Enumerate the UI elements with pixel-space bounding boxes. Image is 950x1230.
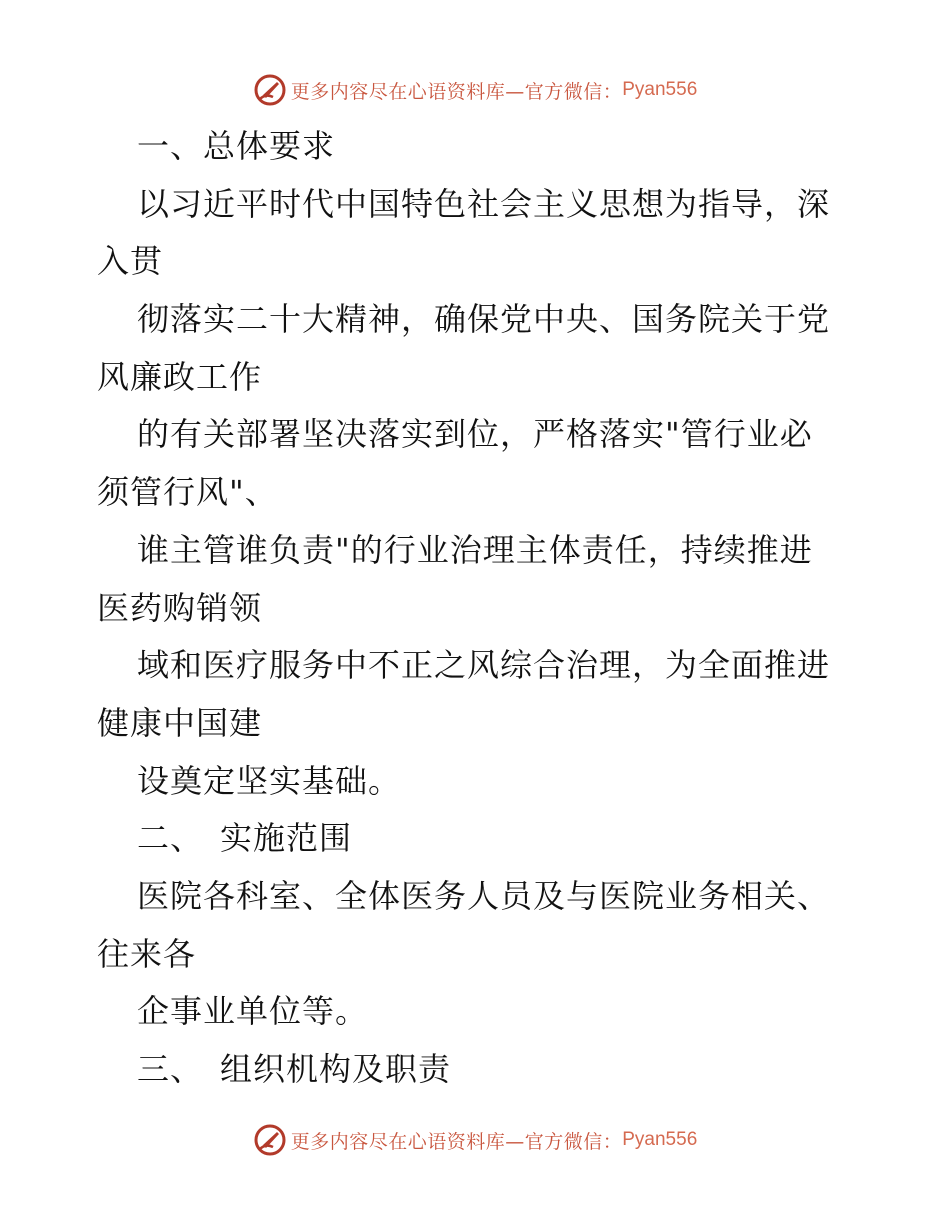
footer-watermark: [0, 1120, 950, 1160]
text-line: 往来各: [97, 934, 197, 973]
text-line: 彻落实二十大精神，确保党中央、国务院关于党: [137, 300, 831, 339]
text-line: 三、 组织机构及职责: [137, 1050, 452, 1088]
document-body: [97, 118, 857, 1099]
text-line: 以习近平时代中国特色社会主义思想为指导，深: [137, 184, 831, 223]
text-line: 一、总体要求: [137, 127, 336, 165]
text-line: 医药购销领: [97, 588, 263, 627]
text-line: 风廉政工作: [97, 357, 263, 396]
text-line: 医院各科室、全体医务人员及与医院业务相关、: [137, 876, 831, 915]
watermark-handle: Pyan556: [622, 79, 698, 100]
logo-icon: [253, 73, 287, 107]
header-watermark: [0, 70, 950, 110]
text-line: 设奠定坚实基础。: [137, 761, 402, 800]
text-line: 健康中国建: [97, 703, 263, 742]
text-line: 域和医疗服务中不正之风综合治理，为全面推进: [137, 646, 831, 685]
text-line: 二、 实施范围: [137, 819, 353, 858]
watermark-text: 更多内容尽在心语资料库—官方微信：: [290, 1130, 623, 1153]
text-line: 入贯: [97, 242, 164, 281]
text-line: 的有关部署坚决落实到位，严格落实"管行业必: [137, 415, 813, 454]
text-line: 企事业单位等。: [137, 992, 369, 1031]
text-line: 须管行风"、: [97, 473, 278, 512]
watermark-handle: Pyan556: [622, 1129, 698, 1150]
watermark-text: 更多内容尽在心语资料库—官方微信：: [290, 80, 623, 103]
logo-icon: [253, 1123, 287, 1157]
text-line: 谁主管谁负责"的行业治理主体责任，持续推进: [137, 530, 813, 569]
